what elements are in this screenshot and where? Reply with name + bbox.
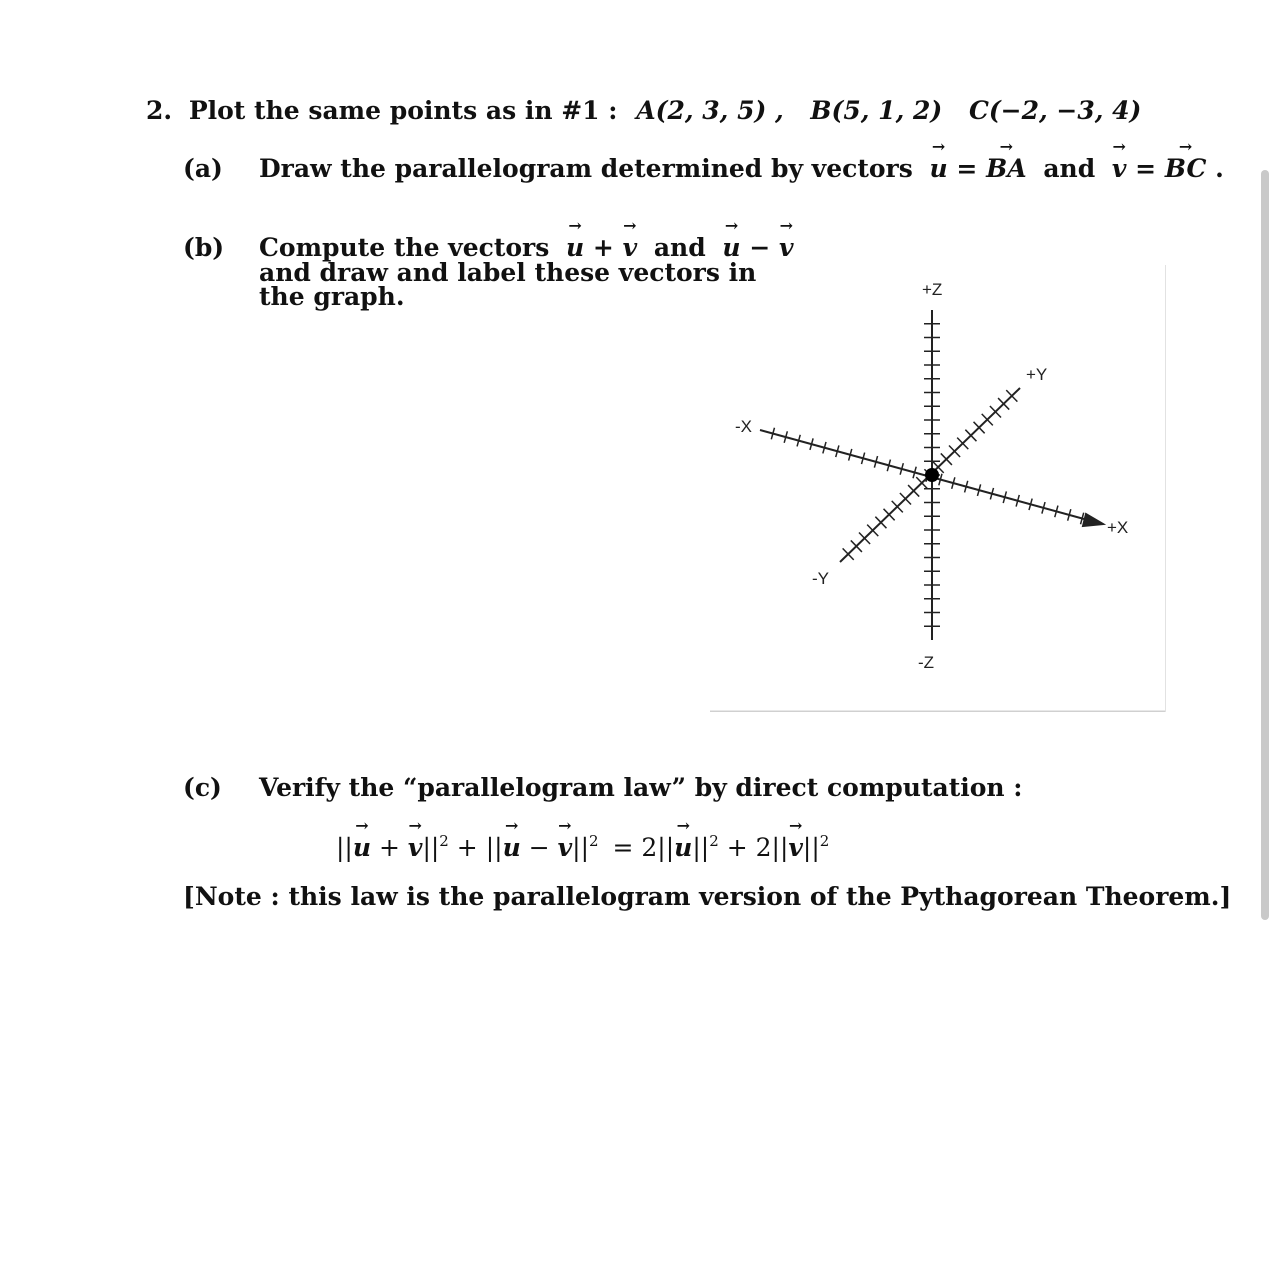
problem-intro: Plot the same points as in #1 : xyxy=(188,96,618,125)
period: . xyxy=(1215,154,1224,183)
exponent: 2 xyxy=(709,832,719,850)
note-text: [Note : this law is the parallelogram version of the Pythagorean Theorem.] xyxy=(183,882,1232,911)
norm-bar: || xyxy=(485,833,503,862)
vector-v: → v xyxy=(788,833,803,863)
label-pos-z: +Z xyxy=(922,280,943,299)
problem-header xyxy=(146,96,1141,126)
vector-v: → v xyxy=(623,233,638,263)
point-c: C(−2, −3, 4) xyxy=(968,96,1142,125)
vector-u: → u xyxy=(566,233,584,263)
vector-v: → v xyxy=(558,833,573,863)
plus-sign: + xyxy=(726,833,748,862)
norm-bar: || xyxy=(336,833,353,862)
part-c-label: (c) xyxy=(183,773,222,802)
vector-u: → u xyxy=(674,833,692,863)
part-b-label: (b) xyxy=(183,233,225,262)
point-b: B(5, 1, 2) xyxy=(810,96,943,125)
label-pos-y: +Y xyxy=(1026,365,1048,384)
norm-bar: || xyxy=(802,833,820,862)
axes-graph xyxy=(710,265,1166,712)
x-axis-arrowhead xyxy=(1083,514,1103,526)
norm-bar: || xyxy=(692,833,710,862)
minus-sign: − xyxy=(528,833,550,862)
vector-v: → v xyxy=(779,233,794,263)
part-a-text xyxy=(259,154,1224,184)
part-c-text: Verify the “parallelogram law” by direct computation : xyxy=(259,773,1023,802)
vertical-scrollbar[interactable] xyxy=(1261,170,1269,920)
coefficient-two: 2|| xyxy=(641,833,675,862)
plus-sign: + xyxy=(592,233,614,262)
part-b-line3: the graph. xyxy=(259,282,405,311)
part-b-line2: and draw and label these vectors in xyxy=(259,258,757,287)
part-b-prefix: Compute the vectors xyxy=(259,233,550,262)
and-word: and xyxy=(653,233,706,262)
parallelogram-law-formula xyxy=(336,833,829,863)
and-word: and xyxy=(1043,154,1096,183)
exponent: 2 xyxy=(439,832,449,850)
vector-ba: → BA xyxy=(986,154,1027,184)
plus-sign: + xyxy=(379,833,400,862)
part-a-instruction: Draw the parallelogram determined by vectors xyxy=(259,154,913,183)
vector-v: → v xyxy=(1112,154,1127,184)
vector-u: → u xyxy=(722,233,740,263)
problem-number: 2. xyxy=(146,96,173,125)
equals-sign: = xyxy=(956,154,978,183)
label-neg-y: -Y xyxy=(812,569,829,588)
vector-v: → v xyxy=(408,833,423,863)
label-neg-x: -X xyxy=(735,417,752,436)
equals-sign: = xyxy=(612,833,634,862)
vector-u: → u xyxy=(930,154,948,184)
plus-sign: + xyxy=(456,833,478,862)
point-a: A(2, 3, 5) , xyxy=(636,96,784,125)
label-neg-z: -Z xyxy=(918,653,935,672)
exponent: 2 xyxy=(589,832,599,850)
norm-bar: || xyxy=(572,833,589,862)
equals-sign: = xyxy=(1135,154,1157,183)
vector-bc: → BC xyxy=(1165,154,1207,184)
vector-u: → u xyxy=(503,833,521,863)
label-pos-x: +X xyxy=(1107,518,1129,537)
exponent: 2 xyxy=(819,832,830,850)
vector-u: → u xyxy=(353,833,371,863)
coefficient-two: 2|| xyxy=(755,833,789,862)
norm-bar: || xyxy=(422,833,440,862)
axes-svg xyxy=(710,265,1166,712)
origin-dot xyxy=(925,468,939,482)
minus-sign: − xyxy=(749,233,771,262)
part-a-label: (a) xyxy=(183,154,223,183)
